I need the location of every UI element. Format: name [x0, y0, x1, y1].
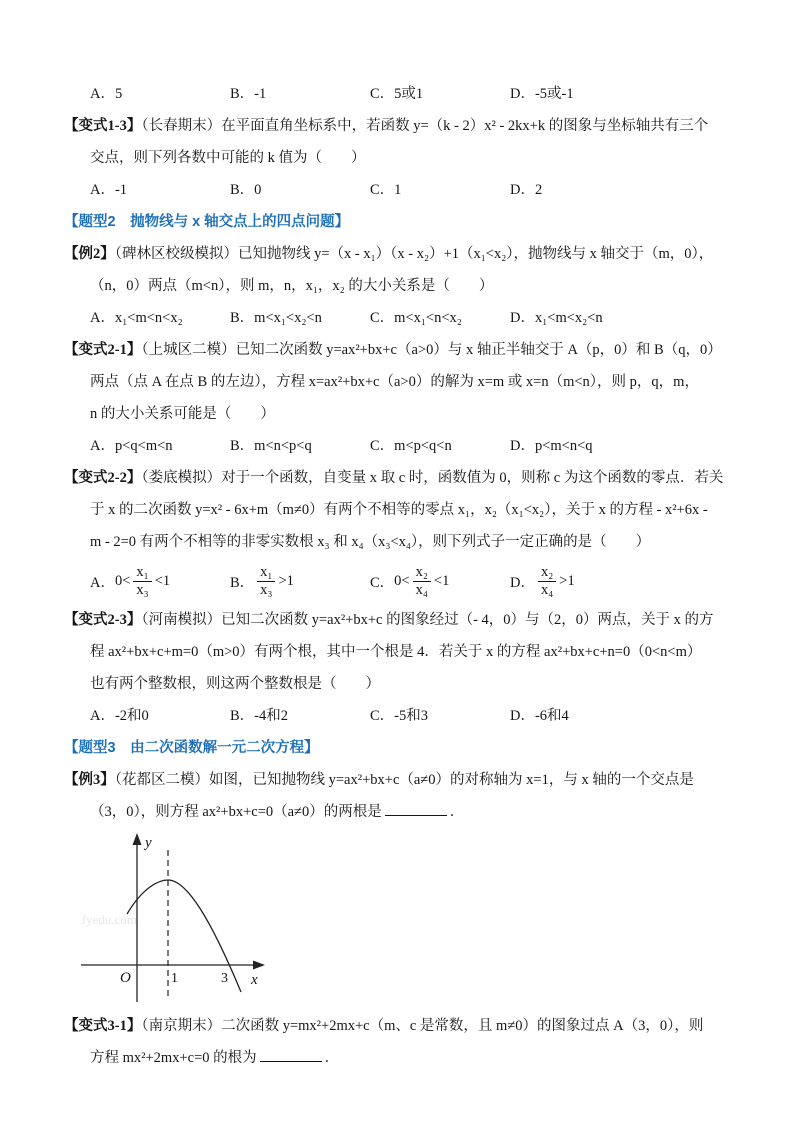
option-item: D．-6和4 [510, 708, 569, 724]
option-label: A． [90, 574, 115, 591]
problem-text: （长春期末）在平面直角坐标系中，若函数 y=（k - 2）x² - 2kx+k 的图象与坐标轴共有三个 [141, 118, 709, 134]
problem-ex3 [64, 764, 743, 1008]
options-row [64, 174, 743, 206]
problem-line [64, 1010, 743, 1042]
problem-v13 [64, 110, 743, 206]
problem-tag: 【变式3-1】 [64, 1018, 142, 1034]
problem-tag: 【变式2-1】 [64, 342, 142, 358]
problem-text: ． [449, 804, 465, 820]
fraction-denominator: x₃ [260, 581, 273, 598]
problem-line [64, 526, 743, 558]
option-item: D．p<m<n<q [510, 438, 593, 454]
tick-label-1: 1 [171, 971, 178, 986]
problem-line [64, 764, 743, 796]
problem-text: （南京期末）二次函数 y=mx²+2mx+c（m、c 是常数，且 m≠0）的图象过点 A（3，0），则 [141, 1018, 704, 1034]
fraction-numerator: x₁ [133, 564, 151, 582]
watermark-text: Jyedu.com [81, 912, 137, 927]
problem-text: ． [324, 1050, 340, 1066]
fraction-denominator: x₃ [136, 581, 149, 598]
problem-line [64, 636, 743, 668]
function-graph-figure [75, 832, 743, 1008]
problem-ex2 [64, 238, 743, 334]
option-post: >1 [559, 572, 575, 589]
problem-tag: 【变式2-3】 [64, 612, 142, 628]
fraction [133, 564, 151, 598]
problem-text: （河南模拟）已知二次函数 y=ax²+bx+c 的图象经过（- 4，0）与（2，0）两点，关于 x 的方 [141, 612, 714, 628]
problem-v23 [64, 604, 743, 732]
problem-text: （n，0）两点（m<n），则 m，n，x₁，x₂ 的大小关系是（ ） [90, 278, 494, 294]
option-item [370, 564, 510, 598]
problem-text: 于 x 的二次函数 y=x² - 6x+m（m≠0）有两个不相等的零点 x₁，x₂（x₁<x₂），关于 x 的方程 - x²+6x - [90, 502, 708, 518]
option-pre: 0< [114, 572, 131, 589]
problem-line [64, 494, 743, 526]
options-row [64, 430, 743, 462]
option-label: C． [370, 574, 395, 591]
option-item: B．-4和2 [230, 708, 288, 724]
problem-text: （3，0），则方程 ax²+bx+c=0（a≠0）的两根是 [90, 804, 382, 820]
function-graph [75, 832, 275, 1008]
tick-label-3: 3 [221, 971, 228, 986]
option-item: D．x₁<m<x₂<n [510, 310, 603, 326]
option-item: A．x₁<m<n<x₂ [90, 310, 183, 326]
problem-line [64, 110, 743, 142]
problem-v22 [64, 462, 743, 604]
problem-line [64, 796, 743, 828]
problem-text: 也有两个整数根，则这两个整数根是（ ） [90, 676, 380, 692]
problem-line [64, 366, 743, 398]
problem-text: 两点（点 A 在点 B 的左边），方程 x=ax²+bx+c（a>0）的解为 x=m 或 x=n（m<n），则 p，q，m， [90, 374, 699, 390]
problem-text: n 的大小关系可能是（ ） [90, 406, 275, 422]
problem-line [64, 604, 743, 636]
option-item: B．m<n<p<q [230, 438, 312, 454]
fraction-denominator: x₄ [540, 581, 554, 598]
option-item: C．5或1 [370, 86, 424, 102]
option-item: C．-5和3 [370, 708, 428, 724]
y-axis-arrow [133, 833, 142, 845]
option-label: B． [230, 574, 255, 591]
fraction-numerator: x₂ [413, 564, 431, 582]
fraction-numerator: x₂ [538, 564, 556, 582]
option-item [230, 564, 370, 598]
problem-line [64, 668, 743, 700]
fraction [538, 564, 556, 598]
options-row [64, 302, 743, 334]
fraction [257, 564, 275, 598]
problem-text: （花都区二模）如图，已知抛物线 y=ax²+bx+c（a≠0）的对称轴为 x=1，与 x 轴的一个交点是 [114, 772, 694, 788]
option-item: D．-5或-1 [510, 86, 574, 102]
option-item: B．-1 [230, 86, 267, 102]
problem-text: （碑林区校级模拟）已知抛物线 y=（x - x₁）（x - x₂）+1（x₁<x₂），抛物线与 x 轴交于（m，0）， [114, 246, 714, 262]
problem-line [64, 1042, 743, 1074]
section-heading-3: 【题型3 由二次函数解一元二次方程】 [64, 740, 319, 756]
problem-tag: 【例2】 [64, 246, 115, 262]
problem-text: 交点，则下列各数中可能的 k 值为（ ） [90, 150, 366, 166]
option-pre: 0< [394, 572, 410, 589]
problem-line [64, 238, 743, 270]
problem-line [64, 334, 743, 366]
x-axis-label: x [251, 972, 258, 988]
options-row [64, 700, 743, 732]
problem-line [64, 142, 743, 174]
option-item [510, 564, 670, 598]
option-item: C．m<p<q<n [370, 438, 452, 454]
option-item: A．5 [90, 86, 123, 102]
x-axis-arrow [253, 961, 265, 970]
option-item: A．-1 [90, 182, 128, 198]
option-item: B．0 [230, 182, 262, 198]
option-post: <1 [154, 572, 171, 589]
y-axis-label: y [145, 835, 152, 851]
option-post: <1 [433, 572, 450, 589]
answer-blank [260, 1046, 322, 1062]
fraction-numerator: x₁ [257, 564, 275, 582]
problem-text: 程 ax²+bx+c+m=0（m>0）有两个根，其中一个根是 4．若关于 x 的方程 ax²+bx+c+n=0（0<n<m） [90, 644, 702, 660]
option-item: A．-2和0 [90, 708, 149, 724]
problem-line [64, 270, 743, 302]
problem-tag: 【例3】 [64, 772, 115, 788]
option-item [90, 564, 230, 598]
option-item: C．m<x₁<n<x₂ [370, 310, 462, 326]
section-heading-2: 【题型2 抛物线与 x 轴交点上的四点问题】 [64, 214, 350, 230]
problem-tag: 【变式1-3】 [64, 118, 142, 134]
problem-v31 [64, 1010, 743, 1074]
problem-tag: 【变式2-2】 [64, 470, 142, 486]
problem-text: m - 2=0 有两个不相等的非零实数根 x₃ 和 x₄（x₃<x₄），则下列式子一定正确的是（ ） [90, 534, 651, 550]
option-label: D． [510, 574, 535, 591]
problem-v21 [64, 334, 743, 462]
problem-text: （娄底模拟）对于一个函数，自变量 x 取 c 时，函数值为 0，则称 c 为这个函数的零点．若关 [141, 470, 724, 486]
origin-label: O [120, 970, 131, 986]
problem-text: 方程 mx²+2mx+c=0 的根为 [90, 1050, 257, 1066]
options-row-q1 [64, 78, 743, 110]
fraction-denominator: x₄ [415, 581, 428, 598]
problem-line [64, 462, 743, 494]
problem-text: （上城区二模）已知二次函数 y=ax²+bx+c（a>0）与 x 轴正半轴交于 A（p，0）和 B（q，0） [141, 342, 722, 358]
problem-line [64, 398, 743, 430]
option-item: B．m<x₁<x₂<n [230, 310, 322, 326]
option-post: >1 [278, 572, 294, 589]
option-item: A．p<q<m<n [90, 438, 173, 454]
option-item: D．2 [510, 182, 543, 198]
fraction [413, 564, 431, 598]
options-row-fractions [64, 558, 743, 604]
option-item: C．1 [370, 182, 402, 198]
answer-blank [385, 800, 447, 816]
